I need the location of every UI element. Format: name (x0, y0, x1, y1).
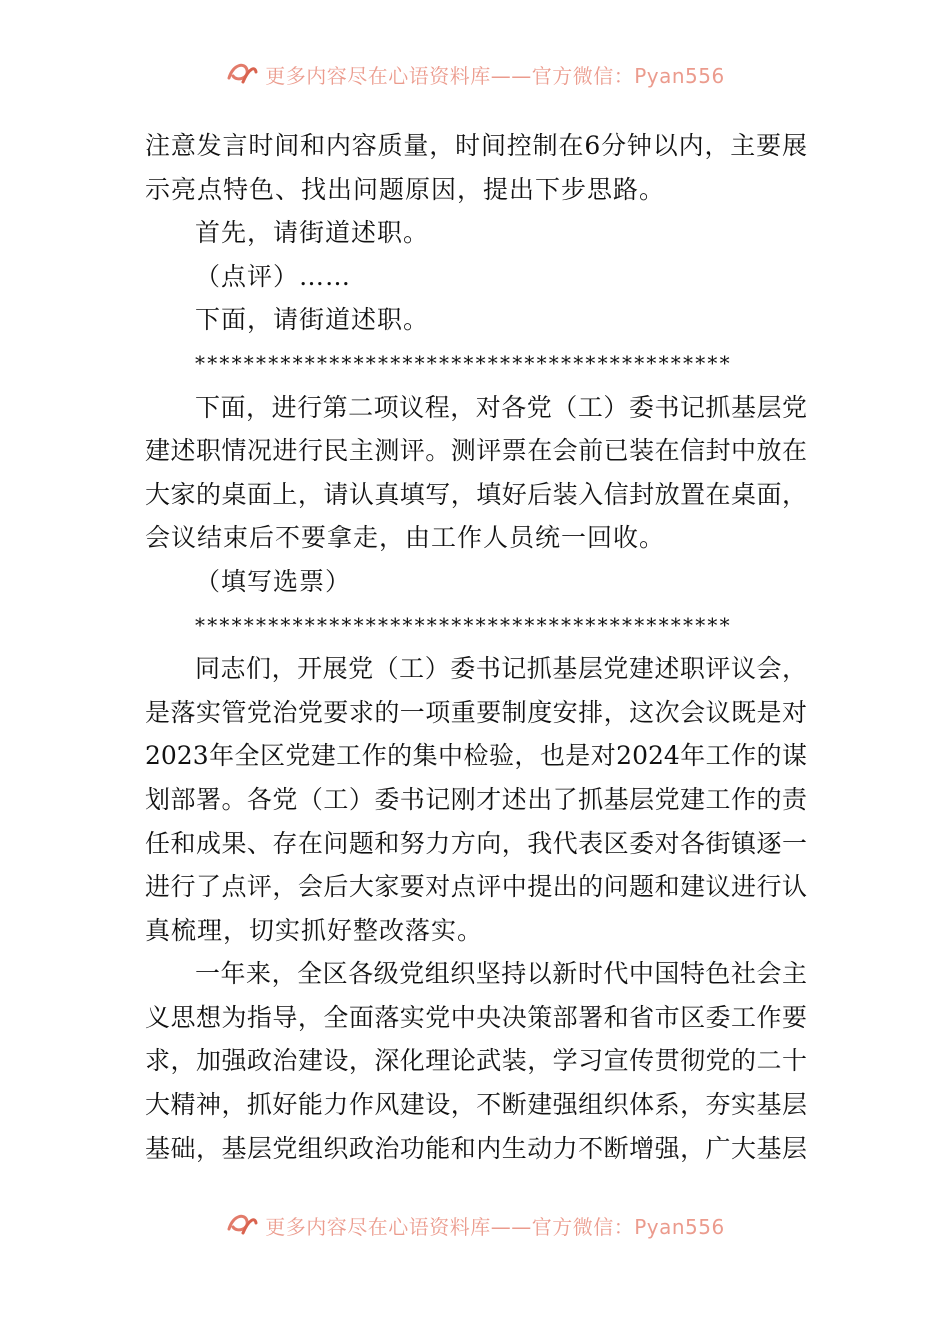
watermark-logo-icon (225, 1209, 259, 1237)
watermark-logo-icon (225, 58, 259, 86)
watermark-text: 更多内容尽在心语资料库——官方微信：Pyan556 (265, 1215, 725, 1239)
text-line: 任和成果、存在问题和努力方向，我代表区委对各街镇逐一 (145, 828, 807, 858)
footer-watermark (0, 1203, 950, 1243)
separator-line: ******************************************** (195, 350, 732, 375)
text-line: 义思想为指导，全面落实党中央决策部署和省市区委工作要 (145, 1002, 807, 1032)
header-watermark (0, 52, 950, 92)
text-line: 示亮点特色、找出问题原因，提出下步思路。 (145, 174, 666, 204)
text-line: 是落实管党治党要求的一项重要制度安排，这次会议既是对 (145, 697, 807, 727)
text-line: 大精神，抓好能力作风建设，不断建强组织体系，夯实基层 (145, 1090, 807, 1120)
text-line: 同志们，开展党（工）委书记抓基层党建述职评议会， (195, 654, 807, 684)
text-line: 基础，基层党组织政治功能和内生动力不断增强，广大基层 (145, 1133, 807, 1163)
text-line: 首先，请街道述职。 (195, 218, 430, 248)
text-line: 求，加强政治建设，深化理论武装，学习宣传贯彻党的二十 (145, 1046, 807, 1076)
text-line: 划部署。各党（工）委书记刚才述出了抓基层党建工作的责 (145, 784, 807, 814)
separator-line: ******************************************** (195, 612, 732, 637)
text-line: 一年来，全区各级党组织坚持以新时代中国特色社会主 (195, 959, 807, 989)
text-line: （填写选票） (195, 566, 352, 596)
text-line: 会议结束后不要拿走，由工作人员统一回收。 (145, 523, 666, 553)
text-line: 下面，进行第二项议程，对各党（工）委书记抓基层党 (195, 392, 807, 422)
document-body (145, 124, 807, 1170)
text-line: 下面，请街道述职。 (195, 305, 430, 335)
text-line: 建述职情况进行民主测评。测评票在会前已装在信封中放在 (145, 436, 807, 466)
watermark-text: 更多内容尽在心语资料库——官方微信：Pyan556 (265, 64, 725, 88)
text-line: 大家的桌面上，请认真填写，填好后装入信封放置在桌面， (145, 479, 807, 509)
text-line: （点评）…… (195, 261, 352, 291)
text-line: 真梳理，切实抓好整改落实。 (145, 915, 484, 945)
text-line: 进行了点评，会后大家要对点评中提出的问题和建议进行认 (145, 872, 807, 902)
text-line: 注意发言时间和内容质量，时间控制在6分钟以内，主要展 (145, 131, 807, 160)
text-line: 2023年全区党建工作的集中检验，也是对2024年工作的谋 (145, 741, 807, 771)
